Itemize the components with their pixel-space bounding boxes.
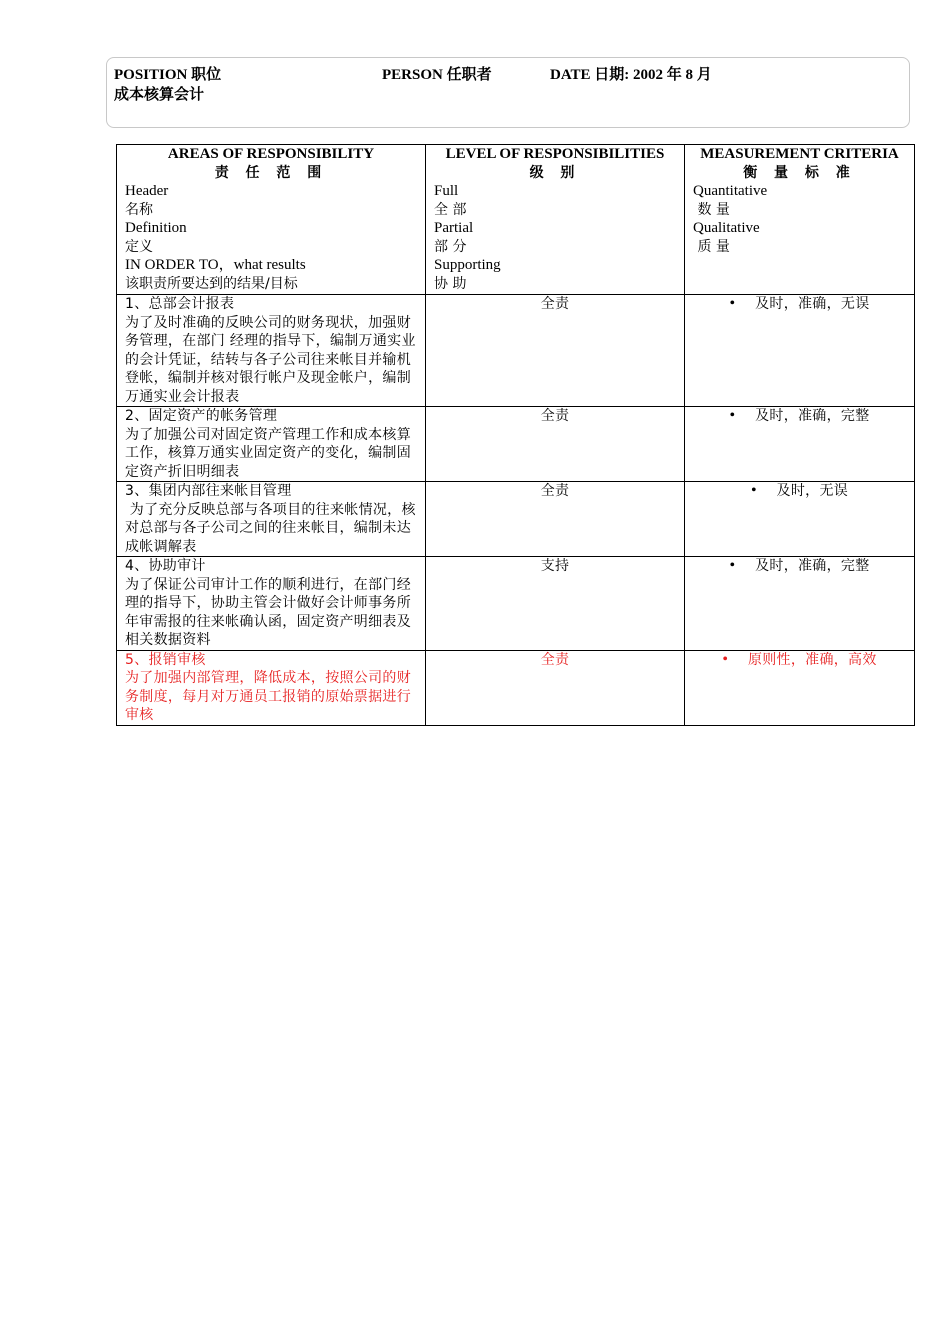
table-row xyxy=(117,482,915,557)
legend-line: Quantitative xyxy=(693,183,768,199)
criteria-text: 及时，准确，无误 xyxy=(755,296,870,312)
person-label: PERSON 任职者 xyxy=(382,67,492,83)
table-row xyxy=(117,295,915,407)
position-label: POSITION 职位 xyxy=(114,67,222,83)
area-description: 为了充分反映总部与各项目的往来帐情况，核对总部与各子公司之间的往来帐目，编制未达成帐调解表 xyxy=(125,501,416,555)
level-cell: 支持 xyxy=(426,557,685,651)
position-info-box xyxy=(106,57,910,128)
area-cell xyxy=(117,650,426,725)
table-header-row xyxy=(117,145,915,295)
date-label: DATE 日期: 2002 年 8 月 xyxy=(550,67,712,83)
areas-title-cn: 责 任 范 围 xyxy=(214,164,328,181)
legend-line: Qualitative xyxy=(693,220,760,236)
legend-line: 定义 xyxy=(125,238,153,255)
legend-line: 全 部 xyxy=(434,201,467,218)
legend-line: 该职责所要达到的结果/目标 xyxy=(125,275,298,292)
criteria-text: 及时，准确，完整 xyxy=(755,558,870,574)
criteria-cell xyxy=(685,482,915,557)
legend-line: 协 助 xyxy=(434,275,467,292)
legend-line: 名称 xyxy=(125,201,153,218)
area-header: 1、总部会计报表 xyxy=(125,296,235,312)
level-cell: 全责 xyxy=(426,482,685,557)
responsibility-table xyxy=(116,144,915,726)
criteria-cell xyxy=(685,650,915,725)
bullet-icon: • xyxy=(729,407,736,425)
area-cell xyxy=(117,295,426,407)
area-cell xyxy=(117,482,426,557)
criteria-cell xyxy=(685,295,915,407)
criteria-cell xyxy=(685,407,915,482)
table-row-highlighted xyxy=(117,650,915,725)
area-cell xyxy=(117,407,426,482)
legend-line: 数 量 xyxy=(693,201,730,218)
legend-line: Definition xyxy=(125,220,187,236)
legend-line: 部 分 xyxy=(434,238,467,255)
legend-line: Partial xyxy=(434,220,474,236)
areas-column-header xyxy=(117,145,426,295)
criteria-cell xyxy=(685,557,915,651)
level-cell: 全责 xyxy=(426,407,685,482)
area-header: 5、报销审核 xyxy=(125,651,206,668)
table-row xyxy=(117,407,915,482)
table-row xyxy=(117,557,915,651)
area-header: 3、集团内部往来帐目管理 xyxy=(125,483,292,499)
criteria-text: 原则性，准确，高效 xyxy=(747,651,877,668)
bullet-icon: • xyxy=(750,482,757,500)
area-description: 为了加强公司对固定资产管理工作和成本核算工作，核算万通实业固定资产的变化，编制固定资产折旧明细表 xyxy=(125,426,411,480)
area-header: 4、协助审计 xyxy=(125,558,206,574)
position-value: 成本核算会计 xyxy=(114,87,205,103)
level-column-header xyxy=(426,145,685,295)
area-description: 为了加强内部管理，降低成本，按照公司的财务制度，每月对万通员工报销的原始票据进行审核 xyxy=(125,670,411,723)
legend-line: IN ORDER TO，what results xyxy=(125,257,306,273)
level-cell: 全责 xyxy=(426,650,685,725)
criteria-column-header xyxy=(685,145,915,295)
level-cell: 全责 xyxy=(426,295,685,407)
areas-title: AREAS OF RESPONSIBILITY xyxy=(167,146,375,162)
area-description: 为了保证公司审计工作的顺利进行，在部门经理的指导下，协助主管会计做好会计师事务所年审需报的往来帐确认函，固定资产明细表及相关数据资料 xyxy=(125,576,411,648)
legend-line: Header xyxy=(125,183,169,199)
criteria-title: MEASUREMENT CRITERIA xyxy=(700,146,899,162)
bullet-icon: • xyxy=(722,650,728,668)
legend-line: Supporting xyxy=(434,257,501,273)
area-header: 2、固定资产的帐务管理 xyxy=(125,408,278,424)
bullet-icon: • xyxy=(729,557,736,575)
level-title: LEVEL OF RESPONSIBILITIES xyxy=(445,146,665,162)
legend-line: Full xyxy=(434,183,459,199)
level-title-cn: 级 别 xyxy=(529,164,581,181)
criteria-text: 及时，准确，完整 xyxy=(755,408,870,424)
criteria-text: 及时，无误 xyxy=(776,483,849,499)
legend-line: 质 量 xyxy=(693,238,730,255)
criteria-title-cn: 衡 量 标 准 xyxy=(743,164,856,181)
area-description: 为了及时准确的反映公司的财务现状，加强财务管理，在部门 经理的指导下，编制万通实业的会计凭证，结转与各子公司往来帐目并输机登帐，编制并核对银行帐户及现金帐户，编制万通实业会计报表 xyxy=(125,314,416,405)
area-cell xyxy=(117,557,426,651)
bullet-icon: • xyxy=(729,295,736,313)
